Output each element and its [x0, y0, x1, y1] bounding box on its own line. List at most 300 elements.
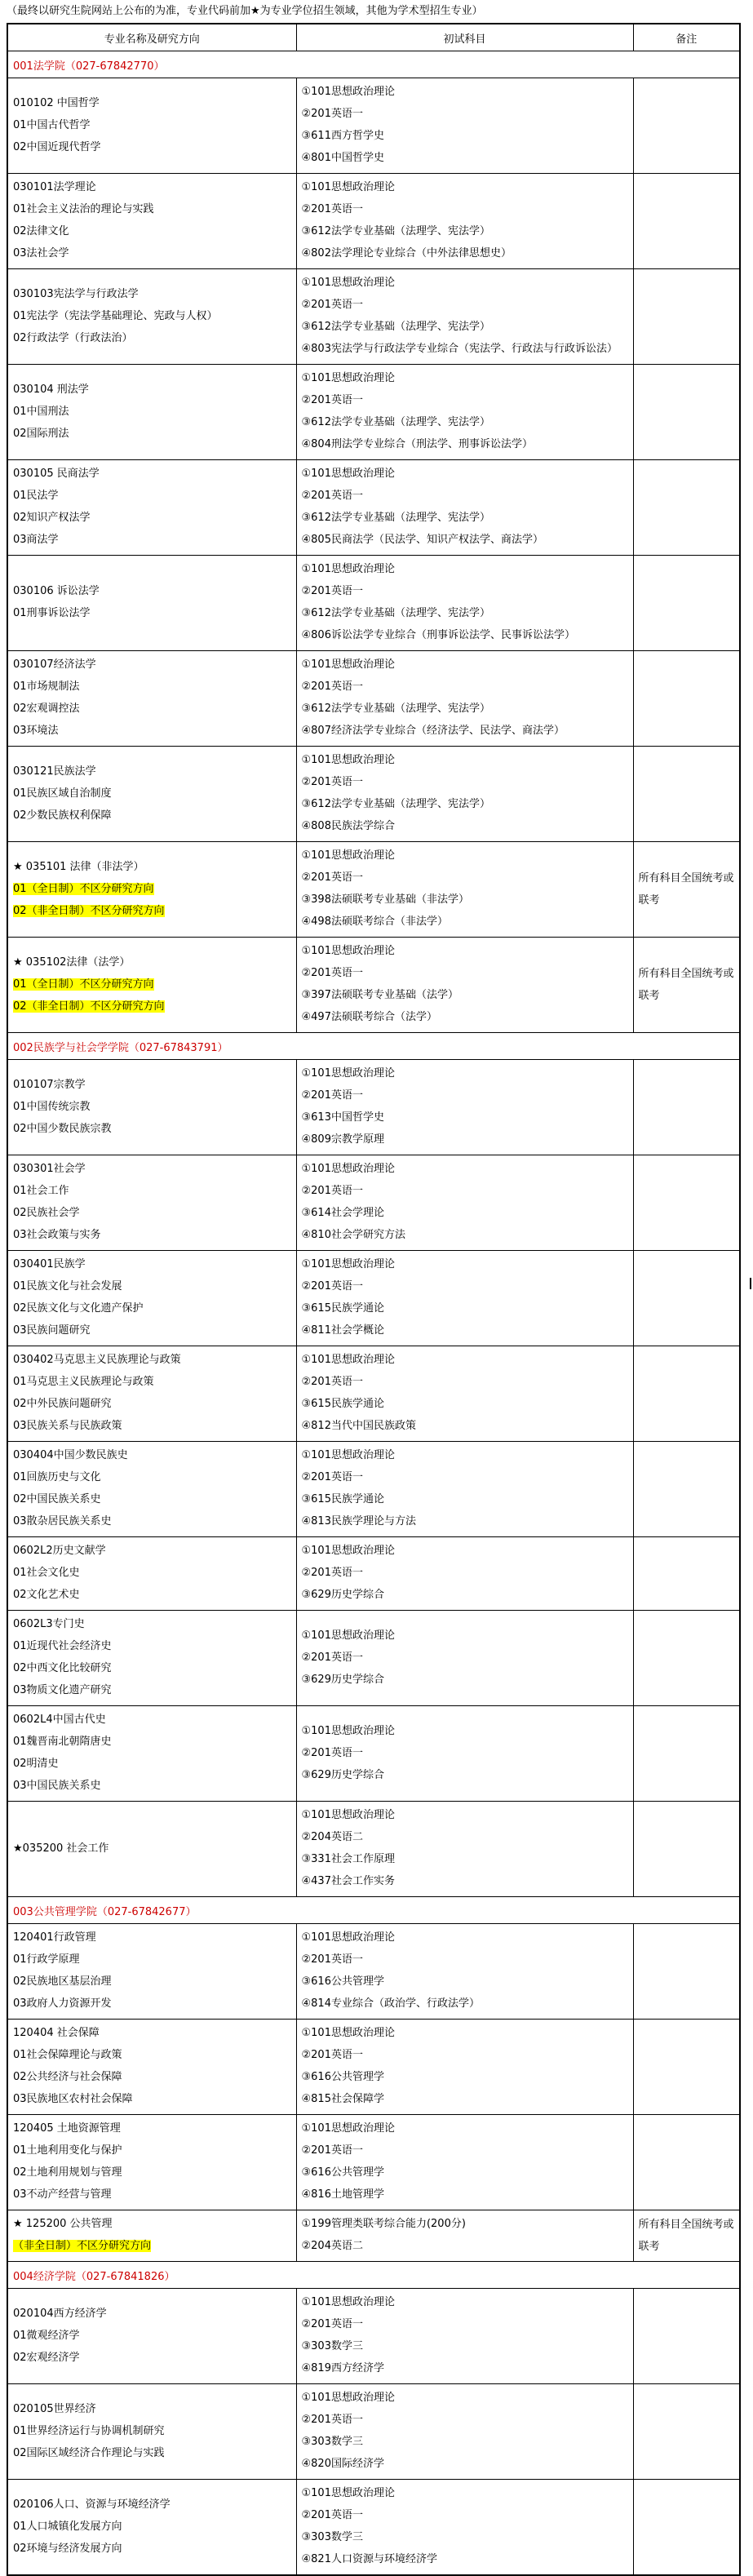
exam-subject-line: ③397法硕联考专业基础（法学） — [301, 989, 458, 1001]
program-name-line: ★ 035102法律（法学） — [13, 955, 131, 969]
exam-subject-line: ②204英语二 — [301, 2240, 363, 2252]
program-name-line: 020104西方经济学 — [13, 2307, 107, 2320]
program-name-line: 02法律文化 — [13, 225, 69, 237]
program-row — [7, 842, 740, 938]
admission-table — [7, 23, 741, 2576]
program-name-line: 01宪法学（宪法学基础理论、宪政与人权） — [13, 309, 218, 322]
program-name-line: 03社会政策与实务 — [13, 1229, 101, 1241]
exam-subject-line: ③612法学专业基础（法理学、宪法学） — [301, 703, 490, 715]
program-name-line: 030121民族法学 — [13, 765, 96, 778]
program-name-line: 030402马克思主义民族理论与政策 — [13, 1354, 181, 1366]
program-name-line: 01行政学原理 — [13, 1953, 80, 1966]
program-name-line — [13, 974, 291, 996]
remark-cell — [633, 1155, 740, 1251]
program-name-cell — [7, 1611, 296, 1706]
program-name-line: 02中国近现代哲学 — [13, 140, 101, 153]
exam-subject-line: ①101思想政治理论 — [301, 1931, 395, 1944]
remark-cell — [633, 1060, 740, 1155]
exam-subject-line: ①101思想政治理论 — [301, 849, 395, 862]
program-name-line: ★ 125200 公共管理 — [13, 2218, 113, 2230]
program-name-line: 02行政法学（行政法治） — [13, 331, 133, 344]
program-name-line: 02文化艺术史 — [13, 1589, 80, 1601]
exam-subjects-cell — [296, 1611, 633, 1706]
program-name-line: 0602L2历史文献学 — [13, 1545, 106, 1557]
exam-subject-line: ①199管理类联考综合能力(200分) — [301, 2218, 466, 2230]
exam-subjects-cell — [296, 1251, 633, 1346]
section-title: 004经济学院（027-67841826） — [7, 2262, 740, 2289]
exam-subject-line: ②201英语一 — [301, 394, 363, 406]
remark-cell — [633, 747, 740, 842]
exam-subject-line: ③612法学专业基础（法理学、宪法学） — [301, 416, 490, 428]
program-name-cell — [7, 2289, 296, 2384]
program-name-line: 01马克思主义民族理论与政策 — [13, 1376, 154, 1388]
column-header-subjects: 初试科目 — [296, 24, 633, 51]
program-name-line: 120401行政管理 — [13, 1931, 96, 1944]
exam-subject-line: ④820国际经济学 — [301, 2458, 384, 2470]
remark-cell — [633, 365, 740, 460]
exam-subject-line: ①101思想政治理论 — [301, 1067, 395, 1080]
exam-subjects-cell — [296, 651, 633, 747]
program-row — [7, 1251, 740, 1346]
program-name-line: 01世界经济运行与协调机制研究 — [13, 2424, 165, 2437]
exam-subject-line: ②201英语一 — [301, 585, 363, 597]
exam-subjects-cell — [296, 938, 633, 1033]
program-name-line: 030404中国少数民族史 — [13, 1449, 128, 1461]
exam-subject-line: ②201英语一 — [301, 2144, 363, 2157]
remark-cell — [633, 1611, 740, 1706]
remark-cell — [633, 1924, 740, 2020]
exam-subject-line: ②201英语一 — [301, 1567, 363, 1579]
program-name-line — [13, 901, 291, 923]
exam-subject-line: ③615民族学通论 — [301, 1302, 384, 1315]
program-name-line: 01回族历史与文化 — [13, 1471, 101, 1483]
program-name-line: 01社会保障理论与政策 — [13, 2049, 122, 2061]
exam-subject-line: ②201英语一 — [301, 2509, 363, 2521]
program-name-line: 03商法学 — [13, 534, 59, 546]
section-row — [7, 2262, 740, 2289]
program-name-line: 02明清史 — [13, 1758, 59, 1770]
highlighted-text: 01（全日制）不区分研究方向 — [13, 882, 154, 895]
exam-subject-line: ④821人口资源与环境经济学 — [301, 2553, 437, 2565]
remark-text: 所有科目全国统考或联考 — [638, 2219, 734, 2253]
exam-subject-line: ②201英语一 — [301, 1185, 363, 1197]
program-name-line: 030105 民商法学 — [13, 468, 100, 480]
exam-subject-line: ①101思想政治理论 — [301, 1809, 395, 1821]
exam-subject-line: ②201英语一 — [301, 967, 363, 979]
program-name-line: 01土地利用变化与保护 — [13, 2144, 122, 2157]
program-name-line: 020106人口、资源与环境经济学 — [13, 2498, 171, 2511]
exam-subject-line: ④801中国哲学史 — [301, 152, 384, 164]
exam-subject-line: ③615民族学通论 — [301, 1398, 384, 1410]
program-name-line: 01民法学 — [13, 490, 59, 502]
program-name-cell — [7, 2020, 296, 2115]
remark-cell — [633, 460, 740, 556]
program-name-line: 01社会文化史 — [13, 1567, 80, 1579]
exam-subject-line: ④497法硕联考综合（法学） — [301, 1011, 437, 1023]
program-row — [7, 2384, 740, 2480]
program-name-line: 02环境与经济发展方向 — [13, 2542, 122, 2555]
exam-subjects-cell — [296, 747, 633, 842]
exam-subjects-cell — [296, 1060, 633, 1155]
exam-subject-line: ③613中国哲学史 — [301, 1111, 384, 1124]
program-name-line: 02宏观调控法 — [13, 703, 80, 715]
program-row — [7, 2020, 740, 2115]
program-row — [7, 1802, 740, 1897]
program-name-cell — [7, 174, 296, 269]
program-name-cell — [7, 1706, 296, 1802]
program-name-line: 02中外民族问题研究 — [13, 1398, 112, 1410]
exam-subjects-cell — [296, 78, 633, 174]
exam-subject-line: ②201英语一 — [301, 1746, 363, 1759]
table-body — [7, 51, 740, 2576]
program-name-line: 03中国民族关系史 — [13, 1780, 101, 1792]
exam-subject-line: ②201英语一 — [301, 108, 363, 120]
program-name-cell — [7, 2210, 296, 2262]
exam-subject-line: ①101思想政治理论 — [301, 1354, 395, 1366]
program-name-line: 030107经济法学 — [13, 658, 96, 671]
exam-subject-line: ②204英语二 — [301, 1831, 363, 1843]
exam-subject-line: ①101思想政治理论 — [301, 468, 395, 480]
exam-subject-line: ①101思想政治理论 — [301, 563, 395, 575]
program-name-line: 02知识产权法学 — [13, 512, 91, 524]
exam-subject-line: ④437社会工作实务 — [301, 1875, 395, 1887]
program-name-line: 120405 土地资源管理 — [13, 2122, 121, 2135]
program-name-cell — [7, 747, 296, 842]
exam-subject-line: ①101思想政治理论 — [301, 181, 395, 193]
section-row — [7, 51, 740, 78]
exam-subject-line: ④810社会学研究方法 — [301, 1229, 405, 1241]
exam-subject-line: ①101思想政治理论 — [301, 754, 395, 766]
highlighted-text: 01（全日制）不区分研究方向 — [13, 978, 154, 991]
remark-cell — [633, 1346, 740, 1442]
exam-subject-line: ①101思想政治理论 — [301, 277, 395, 289]
program-row — [7, 1346, 740, 1442]
exam-subject-line: ③616公共管理学 — [301, 1975, 384, 1988]
exam-subject-line: ③629历史学综合 — [301, 1589, 384, 1601]
exam-subject-line: ④816土地管理学 — [301, 2188, 384, 2201]
program-row — [7, 747, 740, 842]
program-row — [7, 2289, 740, 2384]
exam-subject-line: ③612法学专业基础（法理学、宪法学） — [301, 512, 490, 524]
remark-cell — [633, 1802, 740, 1897]
program-name-line: 020105世界经济 — [13, 2402, 96, 2415]
exam-subject-line: ④819西方经济学 — [301, 2362, 384, 2374]
section-row — [7, 1033, 740, 1060]
exam-subject-line: ④807经济法学专业综合（经济法学、民法学、商法学） — [301, 725, 565, 737]
exam-subject-line: ④812当代中国民族政策 — [301, 1420, 416, 1432]
program-name-line: 02公共经济与社会保障 — [13, 2071, 122, 2083]
exam-subject-line: ①101思想政治理论 — [301, 2027, 395, 2039]
exam-subject-line: ④806诉讼法学专业综合（刑事诉讼法学、民事诉讼法学） — [301, 629, 575, 641]
section-title: 002民族学与社会学学院（027-67843791） — [7, 1033, 740, 1060]
remark-cell — [633, 2480, 740, 2576]
exam-subjects-cell — [296, 1706, 633, 1802]
program-name-cell — [7, 269, 296, 365]
program-name-line: 0602L4中国古代史 — [13, 1714, 106, 1726]
exam-subject-line: ①101思想政治理论 — [301, 2296, 395, 2308]
table-header-row — [7, 24, 740, 51]
exam-subject-line: ②201英语一 — [301, 2414, 363, 2426]
exam-subject-line: ④815社会保障学 — [301, 2093, 384, 2105]
program-name-line: 03不动产经营与管理 — [13, 2188, 112, 2201]
program-row — [7, 1611, 740, 1706]
program-name-cell — [7, 556, 296, 651]
exam-subject-line: ③398法硕联考专业基础（非法学） — [301, 893, 469, 906]
program-name-cell — [7, 1442, 296, 1537]
program-name-line: 03法社会学 — [13, 247, 69, 259]
exam-subject-line: ①101思想政治理论 — [301, 658, 395, 671]
exam-subjects-cell — [296, 1346, 633, 1442]
program-name-line: 01近现代社会经济史 — [13, 1640, 112, 1652]
highlighted-text: 02（非全日制）不区分研究方向 — [13, 1000, 165, 1013]
program-row — [7, 174, 740, 269]
program-name-line: 03民族问题研究 — [13, 1324, 91, 1337]
exam-subject-line: ①101思想政治理论 — [301, 1629, 395, 1642]
column-header-remark: 备注 — [633, 24, 740, 51]
program-name-line: 02国际刑法 — [13, 427, 69, 440]
exam-subject-line: ①101思想政治理论 — [301, 2487, 395, 2499]
exam-subject-line: ③331社会工作原理 — [301, 1853, 395, 1865]
exam-subject-line: ②201英语一 — [301, 1471, 363, 1483]
program-name-line: 030103宪法学与行政法学 — [13, 287, 139, 300]
program-name-line: 02中西文化比较研究 — [13, 1662, 112, 1674]
program-name-cell — [7, 1251, 296, 1346]
program-name-line: 030106 诉讼法学 — [13, 585, 100, 597]
exam-subject-line: ②201英语一 — [301, 1376, 363, 1388]
remark-cell — [633, 2115, 740, 2210]
program-row — [7, 1155, 740, 1251]
exam-subjects-cell — [296, 2210, 633, 2262]
program-name-cell — [7, 651, 296, 747]
program-row — [7, 365, 740, 460]
highlighted-text: 02（非全日制）不区分研究方向 — [13, 904, 165, 917]
remark-cell — [633, 651, 740, 747]
remark-cell — [633, 1251, 740, 1346]
exam-subject-line: ②201英语一 — [301, 203, 363, 215]
program-name-line: 01市场规制法 — [13, 681, 80, 693]
remark-cell — [633, 1537, 740, 1611]
program-name-line: 030401民族学 — [13, 1258, 86, 1270]
program-name-line: 120404 社会保障 — [13, 2027, 100, 2039]
program-name-cell — [7, 460, 296, 556]
exam-subject-line: ④805民商法学（民法学、知识产权法学、商法学） — [301, 534, 543, 546]
exam-subject-line: ③629历史学综合 — [301, 1768, 384, 1781]
exam-subject-line: ②201英语一 — [301, 776, 363, 788]
exam-subject-line: ③616公共管理学 — [301, 2071, 384, 2083]
program-row — [7, 651, 740, 747]
exam-subject-line: ①101思想政治理论 — [301, 372, 395, 384]
program-name-cell — [7, 1924, 296, 2020]
column-header-major: 专业名称及研究方向 — [7, 24, 296, 51]
program-row — [7, 1706, 740, 1802]
program-name-line: 02土地利用规划与管理 — [13, 2166, 122, 2179]
section-title: 003公共管理学院（027-67842677） — [7, 1897, 740, 1924]
exam-subject-line: ④804刑法学专业综合（刑法学、刑事诉讼法学） — [301, 438, 533, 450]
exam-subject-line: ②201英语一 — [301, 490, 363, 502]
exam-subject-line: ②201英语一 — [301, 1953, 363, 1966]
exam-subject-line: ②201英语一 — [301, 299, 363, 311]
remark-cell — [633, 842, 740, 938]
exam-subject-line: ③303数学三 — [301, 2340, 363, 2352]
exam-subject-line: ④814专业综合（政治学、行政法学） — [301, 1997, 480, 2010]
top-note: （最终以研究生院网站上公布的为准，专业代码前加★为专业学位招生领域，其他为学术型招生专业） — [7, 5, 483, 17]
exam-subject-line: ①101思想政治理论 — [301, 2122, 395, 2135]
program-name-cell — [7, 1155, 296, 1251]
exam-subjects-cell — [296, 2115, 633, 2210]
program-row — [7, 78, 740, 174]
exam-subject-line: ①101思想政治理论 — [301, 1258, 395, 1270]
exam-subjects-cell — [296, 174, 633, 269]
program-name-line: 02中国少数民族宗教 — [13, 1122, 112, 1135]
exam-subject-line: ①101思想政治理论 — [301, 1724, 395, 1737]
remark-cell — [633, 2384, 740, 2480]
exam-subject-line: ②201英语一 — [301, 1280, 363, 1292]
program-name-line: 030104 刑法学 — [13, 383, 89, 396]
program-name-line: 03民族地区农村社会保障 — [13, 2093, 133, 2105]
exam-subject-line: ②201英语一 — [301, 681, 363, 693]
program-name-line: 02民族地区基层治理 — [13, 1975, 112, 1988]
section-row — [7, 1897, 740, 1924]
exam-subjects-cell — [296, 2480, 633, 2576]
remark-cell — [633, 1706, 740, 1802]
exam-subject-line: ④498法硕联考综合（非法学） — [301, 916, 448, 928]
program-name-cell — [7, 2480, 296, 2576]
program-name-line: 02民族文化与文化遗产保护 — [13, 1302, 144, 1315]
program-name-cell — [7, 938, 296, 1033]
program-name-line: ★035200 社会工作 — [13, 1842, 109, 1855]
exam-subject-line: ③616公共管理学 — [301, 2166, 384, 2179]
program-name-line: 02民族社会学 — [13, 1207, 80, 1219]
exam-subject-line: ④802法学理论专业综合（中外法律思想史） — [301, 247, 512, 259]
exam-subjects-cell — [296, 460, 633, 556]
exam-subject-line: ②201英语一 — [301, 1089, 363, 1102]
program-name-line: 010107宗教学 — [13, 1078, 86, 1091]
program-name-line: 01民族区域自治制度 — [13, 787, 112, 800]
exam-subjects-cell — [296, 556, 633, 651]
remark-cell — [633, 2210, 740, 2262]
program-name-line: 01中国传统宗教 — [13, 1100, 91, 1113]
program-name-line: 03政府人力资源开发 — [13, 1997, 112, 2010]
program-name-line: 01中国古代哲学 — [13, 118, 91, 131]
exam-subject-line: ②201英语一 — [301, 871, 363, 884]
program-name-line: 01魏晋南北朝隋唐史 — [13, 1736, 112, 1748]
program-row — [7, 269, 740, 365]
program-name-line: 0602L3专门史 — [13, 1618, 85, 1630]
remark-text: 所有科目全国统考或联考 — [638, 968, 734, 1002]
program-name-cell — [7, 1346, 296, 1442]
exam-subject-line: ③629历史学综合 — [301, 1673, 384, 1686]
program-name-cell — [7, 78, 296, 174]
program-name-line — [13, 996, 291, 1018]
program-row — [7, 1537, 740, 1611]
exam-subjects-cell — [296, 269, 633, 365]
highlighted-text: （非全日制）不区分研究方向 — [13, 2240, 152, 2252]
exam-subject-line: ④811社会学概论 — [301, 1324, 384, 1337]
exam-subjects-cell — [296, 842, 633, 938]
program-row — [7, 2115, 740, 2210]
remark-text: 所有科目全国统考或联考 — [638, 872, 734, 907]
exam-subject-line: ③612法学专业基础（法理学、宪法学） — [301, 321, 490, 333]
program-name-line: 01社会工作 — [13, 1185, 69, 1197]
exam-subject-line: ③303数学三 — [301, 2531, 363, 2543]
exam-subjects-cell — [296, 1537, 633, 1611]
program-name-line: 01人口城镇化发展方向 — [13, 2520, 122, 2533]
program-name-line: 03物质文化遗产研究 — [13, 1684, 112, 1696]
program-row — [7, 1442, 740, 1537]
program-row — [7, 1060, 740, 1155]
exam-subject-line: ①101思想政治理论 — [301, 2392, 395, 2404]
exam-subject-line: ②201英语一 — [301, 1651, 363, 1664]
exam-subjects-cell — [296, 2289, 633, 2384]
program-name-line: ★ 035101 法律（非法学） — [13, 860, 144, 873]
remark-cell — [633, 269, 740, 365]
exam-subjects-cell — [296, 1924, 633, 2020]
program-row — [7, 2480, 740, 2576]
exam-subject-line: ③303数学三 — [301, 2436, 363, 2448]
exam-subject-line: ④803宪法学与行政法学专业综合（宪法学、行政法与行政诉讼法） — [301, 343, 618, 355]
remark-cell — [633, 938, 740, 1033]
exam-subject-line: ③615民族学通论 — [301, 1493, 384, 1505]
exam-subject-line: ①101思想政治理论 — [301, 86, 395, 98]
remark-cell — [633, 1442, 740, 1537]
exam-subjects-cell — [296, 1442, 633, 1537]
remark-cell — [633, 78, 740, 174]
program-name-line: 03环境法 — [13, 725, 59, 737]
section-title: 001法学院（027-67842770） — [7, 51, 740, 78]
exam-subject-line: ①101思想政治理论 — [301, 1449, 395, 1461]
program-name-line: 01微观经济学 — [13, 2329, 80, 2342]
program-name-line: 030101法学理论 — [13, 181, 96, 193]
program-name-line: 01中国刑法 — [13, 405, 69, 418]
program-name-line: 01社会主义法治的理论与实践 — [13, 203, 154, 215]
remark-cell — [633, 2289, 740, 2384]
exam-subject-line: ③614社会学理论 — [301, 1207, 384, 1219]
exam-subject-line: ①101思想政治理论 — [301, 945, 395, 957]
program-name-cell — [7, 2384, 296, 2480]
remark-cell — [633, 2020, 740, 2115]
program-name-line: 02中国民族关系史 — [13, 1493, 101, 1505]
program-name-line: 030301社会学 — [13, 1163, 86, 1175]
exam-subject-line: ④813民族学理论与方法 — [301, 1515, 416, 1527]
stray-caret-mark — [750, 1278, 751, 1289]
exam-subject-line: ②201英语一 — [301, 2318, 363, 2330]
program-name-line: 01民族文化与社会发展 — [13, 1280, 122, 1292]
program-name-line: 03散杂居民族关系史 — [13, 1515, 112, 1527]
program-name-line — [13, 2236, 291, 2258]
program-name-line: 02国际区域经济合作理论与实践 — [13, 2446, 165, 2459]
program-name-line: 02少数民族权利保障 — [13, 809, 112, 822]
exam-subjects-cell — [296, 2384, 633, 2480]
program-name-cell — [7, 1060, 296, 1155]
remark-cell — [633, 174, 740, 269]
program-name-cell — [7, 842, 296, 938]
exam-subject-line: ③612法学专业基础（法理学、宪法学） — [301, 607, 490, 619]
program-name-line — [13, 879, 291, 901]
program-name-line: 02宏观经济学 — [13, 2351, 80, 2364]
program-row — [7, 460, 740, 556]
exam-subjects-cell — [296, 1802, 633, 1897]
exam-subject-line: ③611西方哲学史 — [301, 130, 384, 142]
exam-subject-line: ①101思想政治理论 — [301, 1545, 395, 1557]
program-row — [7, 938, 740, 1033]
program-name-cell — [7, 2115, 296, 2210]
program-row — [7, 2210, 740, 2262]
program-name-cell — [7, 1537, 296, 1611]
exam-subject-line: ④808民族法学综合 — [301, 820, 395, 832]
exam-subject-line: ②201英语一 — [301, 2049, 363, 2061]
remark-cell — [633, 556, 740, 651]
program-name-line: 03民族关系与民族政策 — [13, 1420, 122, 1432]
